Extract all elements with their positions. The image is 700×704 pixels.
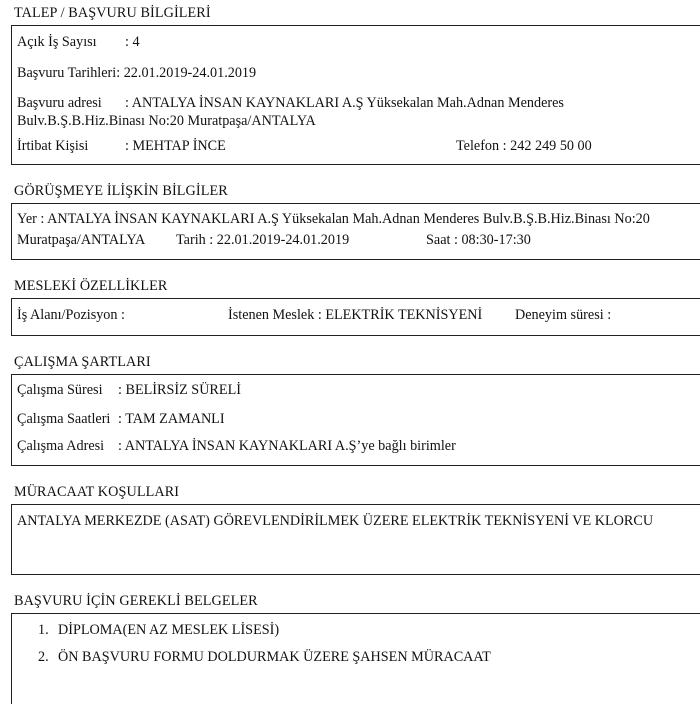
calisma-box <box>11 374 700 466</box>
calisma-suresi-value: : BELİRSİZ SÜRELİ <box>118 382 241 398</box>
basvuru-adres-label: Başvuru adresi <box>17 95 102 111</box>
basvuru-adres-value: : ANTALYA İNSAN KAYNAKLARI A.Ş Yüksekalan Mah.Adnan Menderes <box>125 95 564 111</box>
irtibat-value: : MEHTAP İNCE <box>125 138 226 154</box>
calisma-suresi-label: Çalışma Süresi <box>17 382 103 398</box>
gorusme-yer-line2: Muratpaşa/ANTALYA <box>17 232 146 248</box>
calisma-saatleri-label: Çalışma Saatleri <box>17 411 111 427</box>
belge-item-text: DİPLOMA(EN AZ MESLEK LİSESİ) <box>58 622 280 638</box>
calisma-suresi-row <box>17 382 241 399</box>
muracaat-text: ANTALYA MERKEZDE (ASAT) GÖREVLENDİRİLMEK ÜZERE ELEKTRİK TEKNİSYENİ VE KLORCU <box>17 513 654 529</box>
section-title-mesleki: MESLEKİ ÖZELLİKLER <box>14 278 168 294</box>
irtibat-label: İrtibat Kişisi <box>17 138 89 154</box>
istenen-meslek: İstenen Meslek : ELEKTRİK TEKNİSYENİ <box>228 307 483 323</box>
calisma-saatleri-value: : TAM ZAMANLI <box>118 411 225 427</box>
basvuru-adres-line2: Bulv.B.Ş.B.Hiz.Binası No:20 Muratpaşa/ANTALYA <box>17 113 316 129</box>
section-title-belgeler: BAŞVURU İÇİN GEREKLİ BELGELER <box>14 593 258 609</box>
acik-is-label: Açık İş Sayısı <box>17 34 97 50</box>
belge-item <box>38 622 279 639</box>
gorusme-tarih: Tarih : 22.01.2019-24.01.2019 <box>176 232 350 248</box>
mesleki-box <box>11 298 700 336</box>
section-title-talep: TALEP / BAŞVURU BİLGİLERİ <box>14 5 211 21</box>
section-title-gorusme: GÖRÜŞMEYE İLİŞKİN BİLGİLER <box>14 183 228 199</box>
section-title-muracaat: MÜRACAAT KOŞULLARI <box>14 484 180 500</box>
talep-box <box>11 25 700 165</box>
acik-is-row <box>17 34 140 51</box>
muracaat-box <box>11 504 700 575</box>
basvuru-tarih-row <box>17 65 256 82</box>
belge-item-text: ÖN BAŞVURU FORMU DOLDURMAK ÜZERE ŞAHSEN MÜRACAAT <box>58 649 491 665</box>
belge-item-number: 1. <box>38 622 49 638</box>
calisma-adresi-label: Çalışma Adresi <box>17 438 105 454</box>
basvuru-tarih-label: Başvuru Tarihleri <box>17 65 117 81</box>
gorusme-saat: Saat : 08:30-17:30 <box>426 232 531 248</box>
telefon: Telefon : 242 249 50 00 <box>456 138 592 154</box>
basvuru-tarih-value: : 22.01.2019-24.01.2019 <box>116 65 257 81</box>
irtibat-row <box>17 138 226 155</box>
calisma-adresi-row <box>17 438 456 455</box>
deneyim-suresi: Deneyim süresi : <box>515 307 612 323</box>
acik-is-value: : 4 <box>125 34 140 50</box>
calisma-adresi-value: : ANTALYA İNSAN KAYNAKLARI A.Ş’ye bağlı birimler <box>118 438 456 454</box>
section-title-calisma: ÇALIŞMA ŞARTLARI <box>14 354 151 370</box>
is-alani: İş Alanı/Pozisyon : <box>17 307 125 323</box>
gorusme-yer-line1: Yer : ANTALYA İNSAN KAYNAKLARI A.Ş Yüksekalan Mah.Adnan Menderes Bulv.B.Ş.B.Hiz.Binası No:20 <box>17 211 650 227</box>
belgeler-box <box>11 613 700 704</box>
gorusme-box <box>11 203 700 260</box>
calisma-saatleri-row <box>17 411 225 428</box>
belge-item <box>38 649 491 666</box>
basvuru-adres-row <box>17 95 564 112</box>
belge-item-number: 2. <box>38 649 49 665</box>
